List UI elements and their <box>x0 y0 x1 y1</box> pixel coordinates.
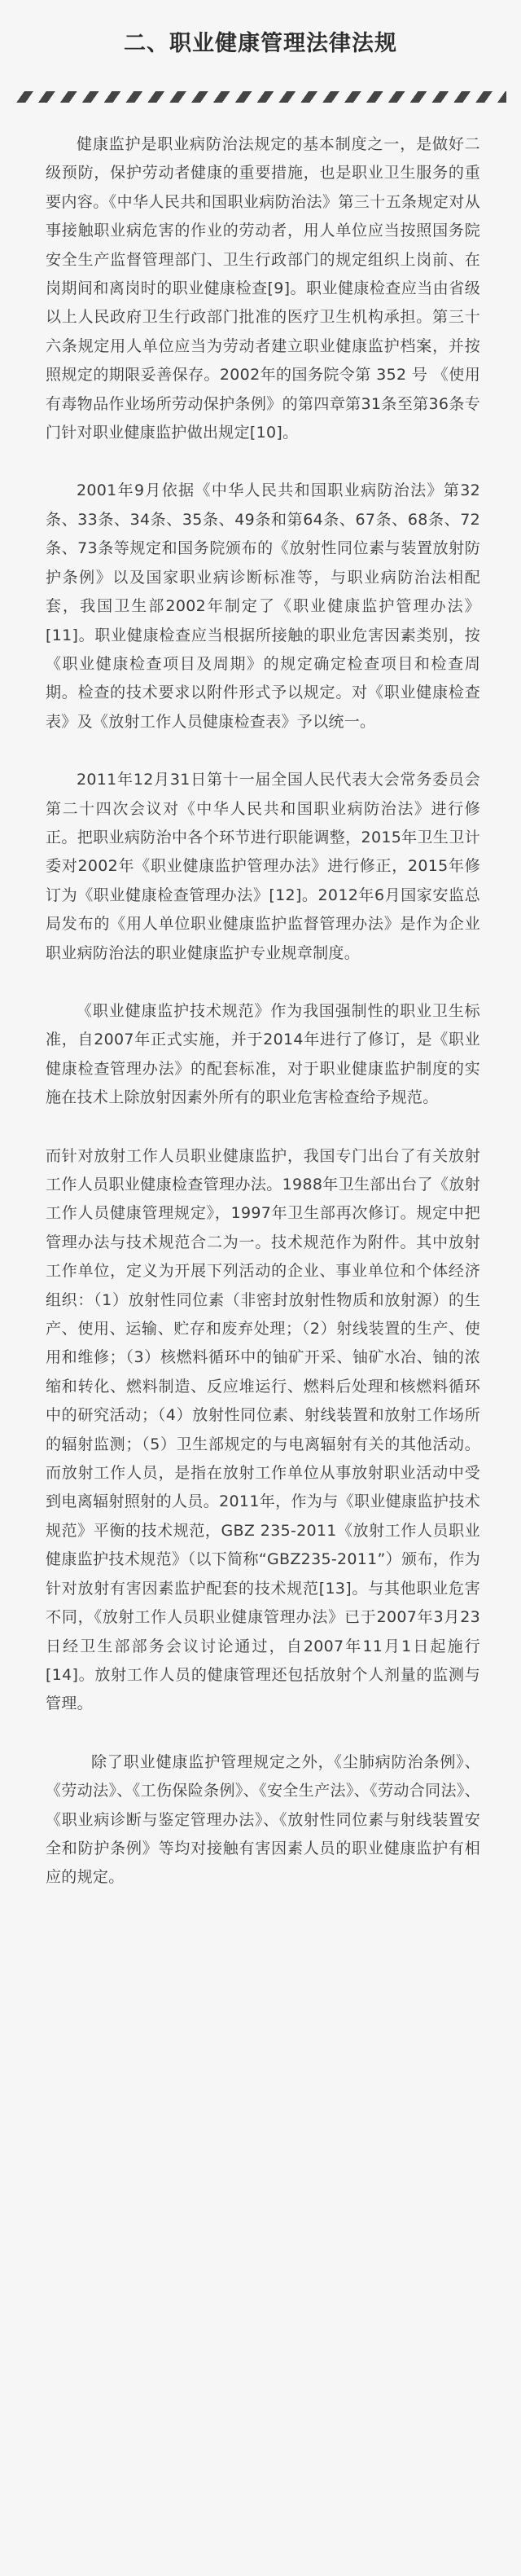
paragraph-gap <box>46 447 480 477</box>
paragraph-2002-measures: 2001年9月依据《中华人民共和国职业病防治法》第32条、33条、34条、35条、49条和第64条、67条、68条、72条、73条等规定和国务院颁布的《放射性同位素与装置放射防护条例》以及国家职业病诊断标准等，与职业病防治法相配套，我国卫生部2002年制定了《职业健康监护管理办法》[11]。职业健康检查应当根据所接触的职业危害因素类别，按《职业健康检查项目及周期》的规定确定检查项目和检查周期。检查的技术要求以附件形式予以规定。对《职业健康检查表》及《放射工作人员健康检查表》予以统一。 <box>46 481 480 731</box>
paragraph-gap <box>46 736 480 766</box>
article-body <box>46 130 480 1892</box>
paragraph-health-surveillance: 健康监护是职业病防治法规定的基本制度之一，是做好二级预防，保护劳动者健康的重要措施，也是职业卫生服务的重要内容。《中华人民共和国职业病防治法》第三十五条规定对从事接触职业病危害的作业的劳动者，用人单位应当按照国务院安全生产监督管理部门、卫生行政部门的规定组织上岗前、在岗期间和离岗时的职业健康检查[9]。职业健康检查应当由省级以上人民政府卫生行政部门批准的医疗卫生机构承担。第三十六条规定用人单位应当为劳动者建立职业健康监护档案，并按照规定的期限妥善保存。2002年的国务院令第 352 号 《使用有毒物品作业场所劳动保护条例》的第四章第31条至第36条专门针对职业健康监护做出规定[10]。 <box>46 135 480 442</box>
paragraph-2011-amendment: 2011年12月31日第十一届全国人民代表大会常务委员会第二十四次会议对《中华人民共和国职业病防治法》进行修正。把职业病防治中各个环节进行职能调整，2015年卫生卫计委对2002年《职业健康监护管理办法》进行修正，2015年修订为《职业健康检查管理办法》[12]。2012年6月国家安监总局发布的《用人单位职业健康监护监督管理办法》是作为企业职业病防治法的职业健康监护专业规章制度。 <box>46 771 480 962</box>
paragraph-other-regulations: 除了职业健康监护管理规定之外，《尘肺病防治条例》、《劳动法》、《工伤保险条例》、《安全生产法》、《劳动合同法》、《职业病诊断与鉴定管理办法》、《放射性同位素与射线装置安全和防护条例》等均对接触有害因素人员的职业健康监护有相应的规定。 <box>46 1752 480 1887</box>
paragraph-gap <box>46 1719 480 1748</box>
decorative-divider <box>15 91 506 103</box>
paragraph-gap <box>46 1113 480 1142</box>
paragraph-radiation-workers: 而针对放射工作人员职业健康监护，我国专门出台了有关放射工作人员职业健康检查管理办法。1988年卫生部出台了《放射工作人员健康管理规定》，1997年卫生部再次修订。规定中把管理办法与技术规范合二为一。技术规范作为附件。其中放射工作单位，定义为开展下列活动的企业、事业单位和个体经济组织：（1）放射性同位素（非密封放射性物质和放射源）的生产、使用、运输、贮存和废弃处理；（2）射线装置的生产、使用和维修；（3）核燃料循环中的铀矿开采、铀矿水冶、铀的浓缩和转化、燃料制造、反应堆运行、燃料后处理和核燃料循环中的研究活动；（4）放射性同位素、射线装置和放射工作场所的辐射监测；（5）卫生部规定的与电离辐射有关的其他活动。而放射工作人员，是指在放射工作单位从事放射职业活动中受到电离辐射照射的人员。2011年，作为与《职业健康监护技术规范》平衡的技术规范，GBZ 235-2011《放射工作人员职业健康监护技术规范》（以下简称“GBZ235-2011”）颁布，作为针对放射有害因素监护配套的技术规范[13]。与其他职业危害不同，《放射工作人员职业健康管理办法》已于2007年3月23日经卫生部部务会议讨论通过，自2007年11月1日起施行[14]。放射工作人员的健康管理还包括放射个人剂量的监测与管理。 <box>46 1146 480 1713</box>
section-title: 二、职业健康管理法律法规 <box>124 30 397 56</box>
section-header <box>33 23 488 59</box>
paragraph-technical-spec: 《职业健康监护技术规范》作为我国强制性的职业卫生标准，自2007年正式实施，并于2014年进行了修订，是《职业健康检查管理办法》的配套标准，对于职业健康监护制度的实施在技术上除放射因素外所有的职业危害检查给予规范。 <box>46 1001 480 1107</box>
paragraph-gap <box>46 968 480 997</box>
